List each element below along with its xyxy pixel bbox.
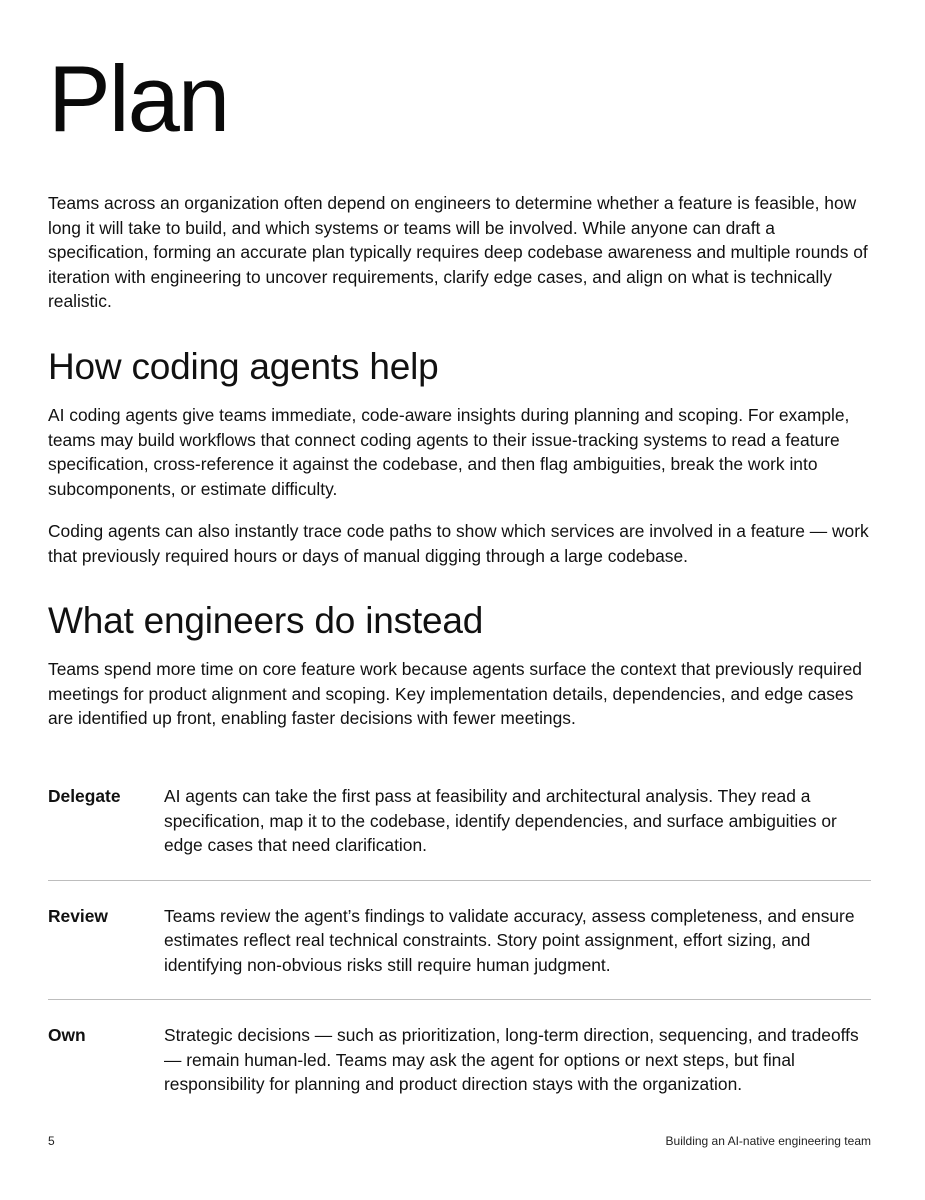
role-label: Own: [48, 1025, 86, 1045]
role-label: Delegate: [48, 786, 121, 806]
role-row-review: [48, 904, 871, 1001]
engineers-instead-paragraph: Teams spend more time on core feature work because agents surface the context that previously required meetings for product alignment and scoping. Key implementation details, dependencies, and edge cases are identified up front, enabling faster decisions with fewer meetings.: [48, 659, 862, 728]
role-description: Teams review the agent’s findings to validate accuracy, assess completeness, and ensure estimates reflect real technical constraints. Story point assignment, effort sizing, and identifying non-obvious risks still require human judgment.: [164, 905, 855, 975]
role-label: Review: [48, 905, 108, 926]
coding-agents-paragraph-2: Coding agents can also instantly trace code paths to show which services are involved in a feature — work that previously required hours or days of manual digging through a large codebase.: [48, 521, 869, 566]
role-row-own: [48, 1023, 871, 1119]
role-row-delegate: [48, 784, 871, 881]
footer-document-title: Building an AI-native engineering team: [665, 1134, 871, 1148]
intro-paragraph: Teams across an organization often depend on engineers to determine whether a feature is feasible, how long it will take to build, and which systems or teams will be involved. While anyone can draft a specification, forming an accurate plan typically requires deep codebase awareness and multiple rounds of iteration with engineering to uncover requirements, clarify edge cases, and align on what is technically realistic.: [48, 193, 868, 311]
page-title: Plan: [48, 46, 229, 151]
coding-agents-paragraph-1: AI coding agents give teams immediate, code-aware insights during planning and scoping. For example, teams may build workflows that connect coding agents to their issue-tracking systems to read a feature specification, cross-reference it against the codebase, and then flag ambiguities, break the work into subcomponents, or estimate difficulty.: [48, 405, 850, 499]
role-description: AI agents can take the first pass at feasibility and architectural analysis. They read a specification, map it to the codebase, identify dependencies, and surface ambiguities or edge cases that need clarification.: [164, 786, 837, 855]
page-number: 5: [48, 1134, 55, 1148]
role-description: Strategic decisions — such as prioritization, long-term direction, sequencing, and tradeoffs — remain human-led. Teams may ask the agent for options or next steps, but final responsibility for planning and product direction stays with the organization.: [164, 1025, 859, 1094]
section-heading-engineers-instead: What engineers do instead: [48, 600, 484, 641]
roles-table: [48, 784, 871, 1119]
section-heading-coding-agents: How coding agents help: [48, 346, 439, 387]
